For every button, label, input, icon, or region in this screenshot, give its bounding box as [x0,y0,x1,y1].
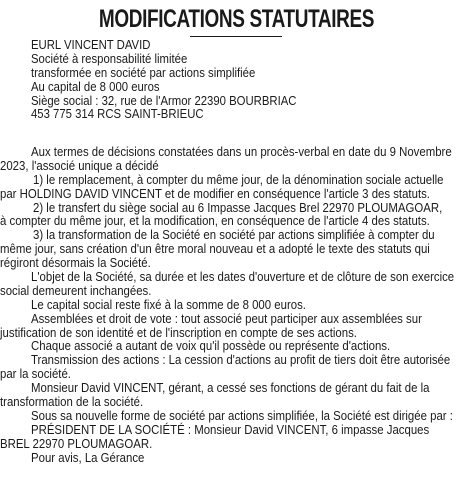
body-line: même jour, sans création d'un être moral nouveau et a adopté le texte des statuts qui [0,242,430,257]
notice-body [0,146,473,465]
notice-title: MODIFICATIONS STATUTAIRES [98,5,375,33]
body-line: justification de son identité et de l'inscription en compte de ses actions. [0,325,357,340]
header-line-company-name: EURL VINCENT DAVID [31,38,151,52]
header-line-rcs: 453 775 314 RCS SAINT-BRIEUC [31,107,204,122]
body-line: à compter du même jour, et la modification, en conséquence de l'article 4 des statuts. [0,214,430,229]
body-line: Chaque associé a autant de voix qu'il possède ou représente d'actions. [31,339,391,354]
body-line: social demeurent inchangées. [0,283,152,298]
body-line: Le capital social reste fixé à la somme de 8 000 euros. [31,297,306,312]
body-line: par la société. [0,367,71,382]
body-line: BREL 22970 PLOUMAGOAR. [0,436,153,451]
company-header [31,39,471,122]
body-line: Transmission des actions : La cession d'actions au profit de tiers doit être autorisée [31,353,451,368]
body-line: L'objet de la Société, sa durée et les dates d'ouverture et de clôture de son exercice [31,270,455,285]
header-line-transformation: transformée en société par actions simplifiée [31,65,256,80]
body-line: 1) le remplacement, à compter du même jour, de la dénomination sociale actuelle [33,172,444,187]
body-line: 2) le transfert du siège social au 6 Impasse Jacques Brel 22970 PLOUMAGOAR, [33,200,443,215]
body-line: PRÉSIDENT DE LA SOCIÉTÉ : Monsieur David VINCENT, 6 impasse Jacques [31,422,430,437]
signature-line: Pour avis, La Gérance [31,450,145,465]
header-line-legal-form: Société à responsabilité limitée [31,51,188,66]
body-line: régiront désormais la Société. [0,256,151,271]
body-line: Sous sa nouvelle forme de société par actions simplifiée, la Société est dirigée par : [31,408,453,423]
title-underline [190,36,282,37]
body-line: Assemblées et droit de vote : tout associé peut participer aux assemblées sur [31,311,422,326]
header-line-capital: Au capital de 8 000 euros [31,79,160,94]
body-line: 2023, l'associé unique a décidé [0,158,159,173]
body-line: par HOLDING DAVID VINCENT et de modifier en conséquence l'article 3 des statuts. [0,186,430,201]
body-line: 3) la transformation de la Société en société par actions simplifiée à compter du [33,228,435,243]
body-line: Aux termes de décisions constatées dans un procès-verbal en date du 9 Novembre [31,145,452,159]
body-line: transformation de la société. [0,395,144,410]
header-line-registered-office: Siège social : 32, rue de l'Armor 22390 BOURBRIAC [31,93,297,108]
body-line: Monsieur David VINCENT, gérant, a cessé ses fonctions de gérant du fait de la [31,381,430,396]
